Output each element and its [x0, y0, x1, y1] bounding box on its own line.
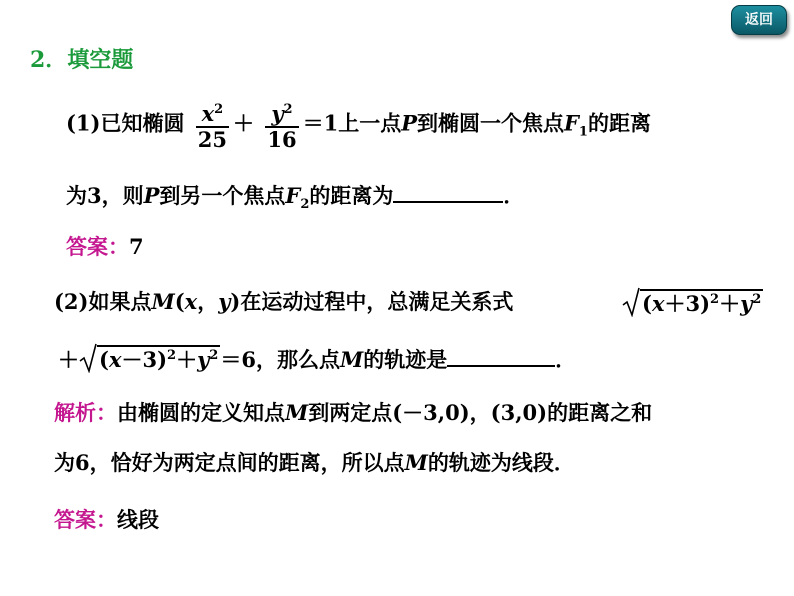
q1-answer: [66, 236, 144, 257]
answer-label: 答案：: [66, 234, 129, 259]
fraction-y2-16: $\frac{y^2}{16}$: [265, 98, 298, 152]
answer-value: 7: [129, 234, 144, 259]
analysis-label: 解析：: [54, 400, 117, 425]
analysis-line1: 解析：由椭圆的定义知点M到两定点(－3,0)，(3,0)的距离之和: [54, 400, 653, 425]
answer-blank-1[interactable]: [393, 183, 503, 203]
section-title: 填空题: [67, 47, 134, 73]
q1-label: (1): [66, 110, 101, 136]
q2-answer: [54, 509, 159, 530]
q1-line1: (1)已知椭圆 $\frac{x^2}{25}$ ＋ $\frac{y^2}{16}$ ＝1上一点P到椭圆一个焦点$F_1$的距离: [66, 98, 651, 152]
plus-sign: ＋: [233, 110, 255, 136]
q1-line2: 为3，则P到另一个焦点$F_2$的距离为 ．: [66, 183, 525, 213]
radical-sign: [79, 343, 97, 373]
q2-line2: ＋ $(x-3)^2+y^2=6$，那么点M的轨迹是 ．: [58, 345, 576, 370]
answer-blank-2[interactable]: [447, 347, 555, 367]
answer-value: 线段: [117, 507, 159, 532]
section-heading: [30, 49, 133, 71]
return-button[interactable]: 返回: [731, 5, 787, 35]
radical-sign: [622, 287, 640, 317]
fraction-x2-25: $\frac{x^2}{25}$: [196, 98, 229, 152]
q2-line1: (2)如果点M(x，y)在运动过程中，总满足关系式: [54, 289, 514, 314]
sqrt-expression-1: $(x+3)^2+y^2$: [622, 289, 763, 314]
q1-text-a: 已知椭圆: [100, 110, 185, 136]
answer-label: 答案：: [54, 507, 117, 532]
analysis-line2: 为6，恰好为两定点间的距离，所以点M的轨迹为线段．: [54, 450, 575, 475]
section-number: 2．: [30, 47, 68, 73]
